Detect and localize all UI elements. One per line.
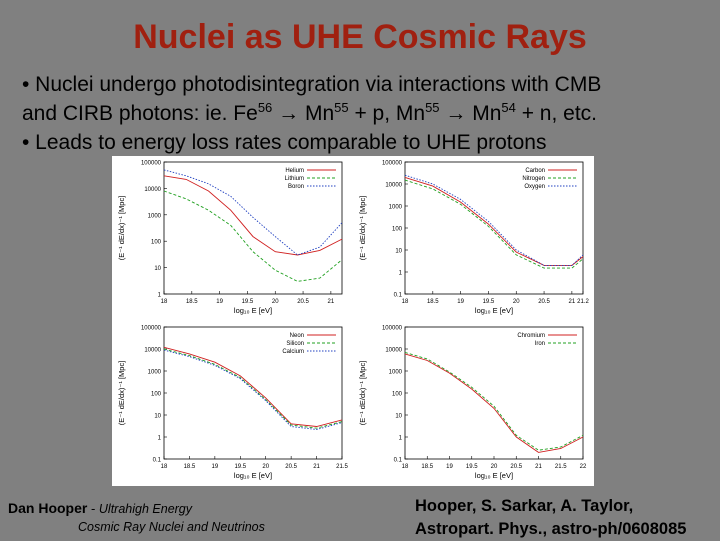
x-tick-label: 21 <box>535 464 542 470</box>
legend-label: Iron <box>534 341 545 347</box>
y-tick-label: 100 <box>150 391 161 398</box>
legend-label: Calcium <box>282 349 304 355</box>
x-tick-label: 19 <box>446 464 453 470</box>
y-tick-label: 10000 <box>144 186 161 193</box>
y-tick-label: 1 <box>157 292 161 299</box>
x-tick-label: 18 <box>160 299 168 305</box>
y-tick-label: 100000 <box>381 325 402 332</box>
x-tick-label: 18 <box>401 299 409 305</box>
x-tick-label: 18.5 <box>421 464 434 470</box>
presenter-credit: Dan Hooper - Ultrahigh Energy Cosmic Ray Nuclei and Neutrinos <box>8 500 265 534</box>
x-tick-label: 19.5 <box>465 464 478 470</box>
legend-label: Boron <box>287 184 304 190</box>
x-tick-label: 20.5 <box>285 464 297 470</box>
chart-panel-4 <box>358 326 587 481</box>
plot-frame <box>405 327 583 459</box>
y-axis-label: (E⁻¹ dE/dx)⁻¹ [Mpc] <box>117 360 126 426</box>
chart-panel-1 <box>117 161 342 316</box>
y-tick-label: 1000 <box>388 204 402 211</box>
legend-label: Oxygen <box>524 184 545 190</box>
reference-citation <box>415 495 686 541</box>
presenter-name: Dan Hooper <box>8 500 88 516</box>
y-tick-label: 10000 <box>144 347 161 354</box>
x-tick-label: 18.5 <box>183 464 196 470</box>
reference-journal: Astropart. Phys., astro-ph/0608085 <box>415 520 687 538</box>
y-tick-label: 10000 <box>385 347 402 354</box>
x-tick-label: 19 <box>211 464 219 470</box>
slide-title: Nuclei as UHE Cosmic Rays <box>133 18 587 56</box>
legend-label: Helium <box>285 168 304 174</box>
y-tick-label: 1 <box>398 435 402 442</box>
legend-label: Neon <box>289 333 304 339</box>
legend-label: Lithium <box>284 176 304 182</box>
y-tick-label: 100000 <box>140 325 161 332</box>
legend-label: Carbon <box>525 168 545 174</box>
y-tick-label: 1 <box>398 270 402 277</box>
x-axis-label: log₁₀ E [eV] <box>474 471 514 480</box>
y-tick-label: 10 <box>395 413 402 420</box>
talk-title-line-2: Cosmic Ray Nuclei and Neutrinos <box>78 520 265 534</box>
x-tick-label: 21 <box>313 464 320 470</box>
chart-panel-2 <box>358 161 589 316</box>
x-axis-label: log₁₀ E [eV] <box>474 306 514 315</box>
y-tick-label: 10000 <box>385 182 402 189</box>
x-tick-label: 20 <box>512 299 520 305</box>
y-axis-label: (E⁻¹ dE/dx)⁻¹ [Mpc] <box>358 360 367 426</box>
arrow-icon: → <box>278 102 300 125</box>
y-tick-label: 0.1 <box>393 292 402 299</box>
energy-loss-figure <box>112 156 594 486</box>
bullet-1-line-1: • Nuclei undergo photodisintegration via interactions with CMB <box>22 73 602 96</box>
x-tick-label: 20.5 <box>297 299 309 305</box>
x-tick-label: 21 <box>327 299 335 305</box>
plot-frame <box>405 162 583 294</box>
y-tick-label: 0.1 <box>393 457 402 464</box>
y-axis-label: (E⁻¹ dE/dx)⁻¹ [Mpc] <box>117 195 126 261</box>
legend-label: Nitrogen <box>522 176 545 182</box>
legend-label: Chromium <box>517 333 545 339</box>
y-tick-label: 1000 <box>147 213 161 220</box>
x-tick-label: 19.5 <box>482 299 495 305</box>
y-tick-label: 10 <box>154 413 161 420</box>
y-tick-label: 100 <box>391 226 402 233</box>
y-tick-label: 1 <box>157 435 161 442</box>
arrow-icon: → <box>445 102 467 125</box>
y-tick-label: 100 <box>391 391 402 398</box>
x-tick-label: 18.5 <box>185 299 198 305</box>
x-tick-label: 18 <box>160 464 168 470</box>
x-axis-label: log₁₀ E [eV] <box>233 471 273 480</box>
talk-title-line-1: Ultrahigh Energy <box>98 502 193 516</box>
bullet-2: • Leads to energy loss rates comparable to UHE protons <box>22 131 547 154</box>
legend-label: Silicon <box>286 341 304 347</box>
y-tick-label: 1000 <box>388 369 402 376</box>
y-tick-label: 1000 <box>147 369 161 376</box>
y-tick-label: 100 <box>150 239 161 246</box>
bullet-list <box>22 70 712 157</box>
x-tick-label: 20.5 <box>510 464 523 470</box>
x-tick-label: 20 <box>490 464 498 470</box>
x-tick-label: 21.5 <box>554 464 567 470</box>
energy-loss-plots <box>112 156 594 486</box>
x-axis-label: log₁₀ E [eV] <box>233 306 273 315</box>
x-tick-label: 18 <box>401 464 409 470</box>
y-tick-label: 100000 <box>140 160 161 167</box>
x-tick-label: 21.2 <box>577 299 589 305</box>
reference-authors: Hooper, S. Sarkar, A. Taylor, <box>415 497 634 515</box>
x-tick-label: 19.5 <box>241 299 254 305</box>
y-tick-label: 10 <box>395 248 402 255</box>
bullet-1-line-2: and CIRB photons: ie. $Fe^{56} \to Mn^{55} + p$, $Mn^{55} \to Mn^{54} + n$, etc. <box>22 100 597 125</box>
x-tick-label: 19 <box>457 299 464 305</box>
x-tick-label: 19.5 <box>234 464 247 470</box>
chart-panel-3 <box>117 326 348 481</box>
plot-frame <box>164 327 342 459</box>
x-tick-label: 21.5 <box>336 464 348 470</box>
x-tick-label: 21 <box>568 299 576 305</box>
x-tick-label: 18.5 <box>426 299 439 305</box>
x-tick-label: 20 <box>262 464 270 470</box>
y-tick-label: 0.1 <box>152 457 161 464</box>
x-tick-label: 20.5 <box>538 299 550 305</box>
x-tick-label: 22 <box>579 464 587 470</box>
y-axis-label: (E⁻¹ dE/dx)⁻¹ [Mpc] <box>358 195 367 261</box>
y-tick-label: 100000 <box>381 160 402 167</box>
x-tick-label: 20 <box>271 299 279 305</box>
y-tick-label: 10 <box>154 266 161 273</box>
x-tick-label: 19 <box>216 299 223 305</box>
